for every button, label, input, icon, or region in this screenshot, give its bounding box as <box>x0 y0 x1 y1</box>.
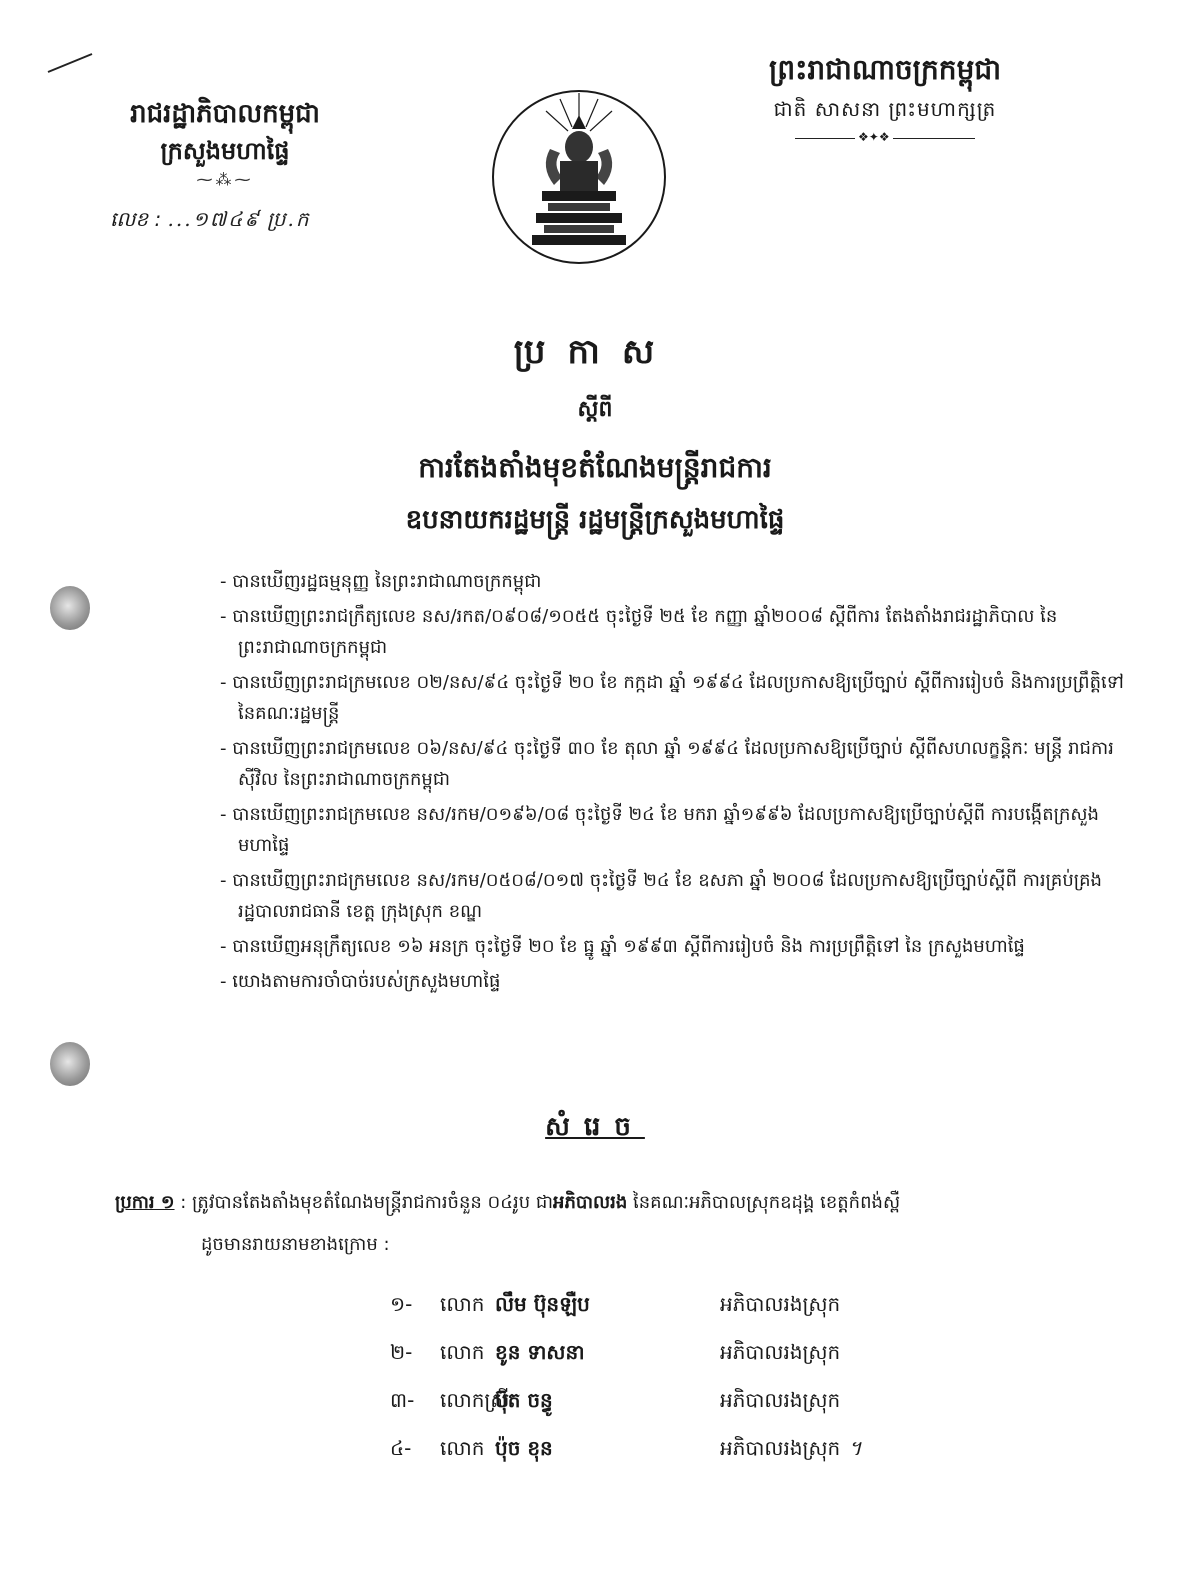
appointee-position <box>720 1280 848 1328</box>
appointee-number: ៣- <box>390 1388 415 1412</box>
consideration-item: - បានឃើញអនុក្រឹត្យលេខ ១៦ អនក្រ ចុះថ្ងៃទី ២០ ខែ ធ្នូ ឆ្នាំ ១៩៩៣ ស្ដីពីការរៀបចំ និង ការប្រព្រឹត្តិទៅ នៃ ក្រសួងមហាផ្ទៃ <box>220 931 1125 962</box>
appointee-name: ប៉ុច ខុន <box>495 1436 553 1460</box>
article-1-colon: : <box>174 1192 193 1213</box>
article-1-text: ត្រូវបានតែងតាំងមុខតំណែងមន្ត្រីរាជការចំនួន ០៤រូប ជា <box>192 1192 554 1213</box>
appointees-list <box>390 1280 950 1472</box>
article-1-emphasis: អភិបាលរង <box>553 1192 628 1213</box>
document-type-title: ប្រកាស <box>513 332 677 372</box>
decision-heading <box>0 1110 1190 1148</box>
appointee-title: លោក <box>440 1340 485 1364</box>
appointee-name: ខូន ទាសនា <box>495 1340 585 1364</box>
national-motto: ជាតិ សាសនា ព្រះមហាក្សត្រ <box>773 97 997 121</box>
article-1-label: ប្រការ ១ <box>115 1192 175 1213</box>
ornament-divider-right-glyph: ❖✦❖ <box>855 130 893 144</box>
appointee-position-text: អភិបាលរងស្រុក <box>720 1436 841 1460</box>
appointee-note: ។ <box>848 1436 862 1460</box>
pen-stroke-mark <box>46 50 96 76</box>
appointee-position <box>720 1328 848 1376</box>
appointee-number: ១- <box>390 1292 413 1316</box>
appointee-row <box>390 1280 950 1328</box>
ornament-divider-right <box>795 130 975 145</box>
decision-heading-text: សំរេច <box>545 1112 645 1142</box>
appointee-position-text: អភិបាលរងស្រុក <box>720 1388 841 1412</box>
appointee-name: ប៊ុត ចន្ធូ <box>495 1388 553 1412</box>
government-name: រាជរដ្ឋាភិបាលកម្ពុជា <box>130 99 320 129</box>
reference-number-value: ...១៧៤៩ <box>167 207 261 231</box>
appointee-number: ២- <box>390 1340 413 1364</box>
appointee-position-text: អភិបាលរងស្រុក <box>720 1292 841 1316</box>
subject-line-2: ឧបនាយករដ្ឋមន្ត្រី រដ្ឋមន្ត្រីក្រសួងមហាផ្ទៃ <box>405 505 785 535</box>
appointee-position-text: អភិបាលរងស្រុក <box>720 1340 841 1364</box>
kingdom-header <box>735 48 1035 145</box>
royal-emblem-seal <box>490 87 668 267</box>
article-1-line-1 <box>115 1182 1125 1224</box>
appointee-title: លោក <box>440 1436 485 1460</box>
appointee-name: លឹម ប៊ុនឡឺប <box>495 1292 590 1316</box>
article-1-line-2: ដូចមានរាយនាមខាងក្រោម : <box>201 1234 390 1255</box>
kingdom-name: ព្រះរាជាណាចក្រកម្ពុជា <box>768 53 1001 86</box>
reference-number-suffix: ប្រ.ក <box>266 207 311 231</box>
appointee-row <box>390 1376 950 1424</box>
article-1 <box>115 1182 1125 1266</box>
appointee-row <box>390 1424 950 1472</box>
punch-hole-top <box>50 586 90 630</box>
appointee-row <box>390 1328 950 1376</box>
ornament-divider-left: ⁓⁂⁓ <box>196 170 254 189</box>
appointee-position <box>720 1376 848 1424</box>
consideration-item: - បានឃើញព្រះរាជក្រមលេខ ០៦/នស/៩៤ ចុះថ្ងៃទី ៣០ ខែ តុលា ឆ្នាំ ១៩៩៤ ដែលប្រកាសឱ្យប្រើច្បាប់ ស្ដីពីសហលក្ខន្តិកៈ មន្ត្រី រាជការស៊ីវិល នៃព្រះរាជាណាចក្រកម្ពុជា <box>220 733 1125 795</box>
ministry-name: ក្រសួងមហាផ្ទៃ <box>160 137 290 165</box>
reference-number-label: លេខ : <box>110 207 162 231</box>
consideration-item: - បានឃើញព្រះរាជក្រមលេខ នស/រកម/០១៩៦/០៨ ចុះថ្ងៃទី ២៤ ខែ មករា ឆ្នាំ១៩៩៦ ដែលប្រកាសឱ្យប្រើច្បាប់ស្ដីពី ការបង្កើតក្រសួងមហាផ្ទៃ <box>220 799 1125 861</box>
appointee-title: លោក <box>440 1292 485 1316</box>
article-1-text-end: នៃគណៈអភិបាលស្រុកឧដុង្គ ខេត្តកំពង់ស្ពឺ <box>627 1192 901 1213</box>
consideration-item: - យោងតាមការចាំបាច់របស់ក្រសួងមហាផ្ទៃ <box>220 966 1125 997</box>
considerations-list <box>220 566 1125 1001</box>
appointee-position <box>720 1424 861 1472</box>
punch-hole-bottom <box>50 1042 90 1086</box>
consideration-item: - បានឃើញព្រះរាជក្រឹត្យលេខ នស/រកត/០៩០៨/១០៥៥ ចុះថ្ងៃទី ២៥ ខែ កញ្ញា ឆ្នាំ២០០៨ ស្ដីពីការ តែងតាំងរាជរដ្ឋាភិបាល នៃព្រះរាជាណាចក្រកម្ពុជា <box>220 601 1125 663</box>
appointee-number: ៤- <box>390 1436 412 1460</box>
reference-number <box>110 206 311 236</box>
consideration-item: - បានឃើញព្រះរាជក្រមលេខ ០២/នស/៩៤ ចុះថ្ងៃទី ២០ ខែ កក្កដា ឆ្នាំ ១៩៩៤ ដែលប្រកាសឱ្យប្រើច្បាប់ ស្ដីពីការរៀបចំ និងការប្រព្រឹត្តិទៅ នៃគណៈរដ្ឋមន្ត្រី <box>220 667 1125 729</box>
subject-label: ស្ដីពី <box>577 397 613 422</box>
consideration-item: - បានឃើញព្រះរាជក្រមលេខ នស/រកម/០៥០៨/០១៧ ចុះថ្ងៃទី ២៤ ខែ ឧសភា ឆ្នាំ ២០០៨ ដែលប្រកាសឱ្យប្រើច្បាប់ស្ដីពី ការគ្រប់គ្រងរដ្ឋបាលរាជធានី ខេត្ត ក្រុងស្រុក ខណ្ឌ <box>220 865 1125 927</box>
appointee-title: លោកស្រី <box>440 1388 510 1412</box>
consideration-item: - បានឃើញរដ្ឋធម្មនុញ្ញ នៃព្រះរាជាណាចក្រកម្ពុជា <box>220 566 1125 597</box>
issuer-header <box>100 95 350 191</box>
subject-line-1: ការតែងតាំងមុខតំណែងមន្ត្រីរាជការ <box>418 451 772 484</box>
